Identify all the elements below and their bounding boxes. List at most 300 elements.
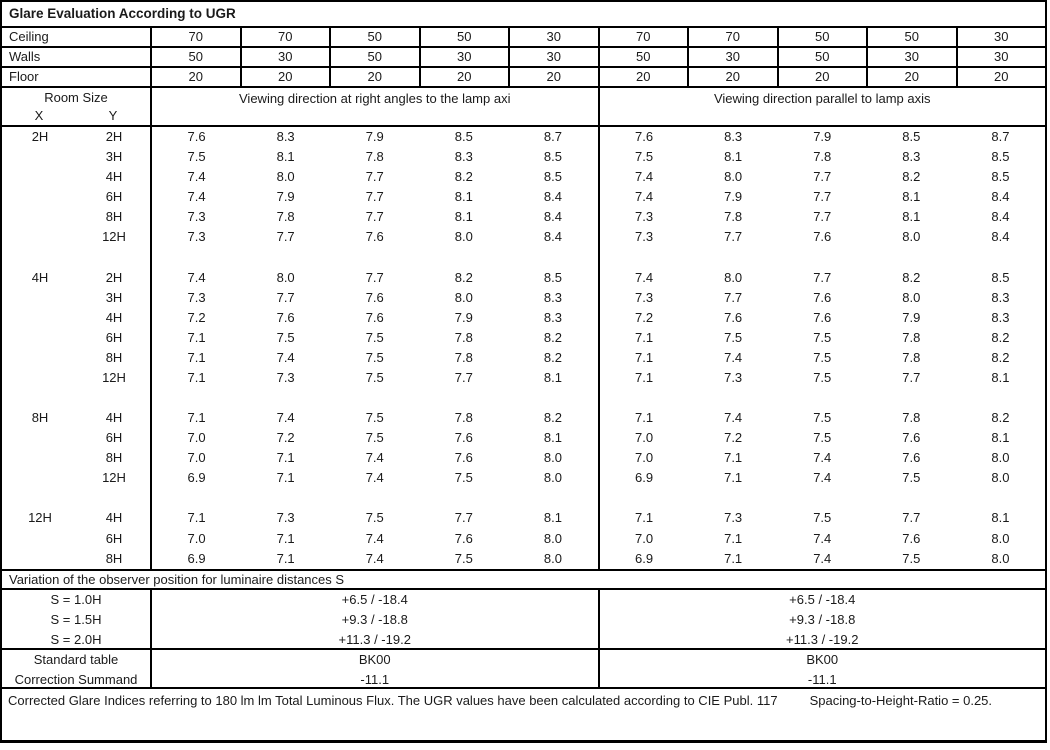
ugr-value: 7.5 (365, 510, 384, 526)
ugr-value (689, 388, 778, 408)
spacing-ratio-text: Spacing-to-Height-Ratio = 0.25. (809, 693, 993, 708)
surface-value: 50 (331, 48, 421, 66)
ugr-value: 7.5 (813, 430, 832, 446)
ugr-value: 7.1 (635, 349, 654, 365)
ugr-value: 7.3 (724, 510, 743, 526)
ugr-value: 8.2 (902, 169, 921, 185)
correction-summand-label: Correction Summand (14, 671, 138, 687)
ugr-value: 7.6 (365, 309, 384, 325)
room-size-y: 12H (78, 468, 152, 488)
ugr-values-left (152, 308, 600, 328)
x-label: X (34, 108, 44, 123)
ugr-row (2, 508, 1045, 528)
ugr-value: 7.4 (813, 530, 832, 546)
ugr-values-right (600, 227, 1046, 247)
room-size-y: 8H (78, 207, 152, 227)
ugr-value: 7.1 (724, 470, 743, 486)
ugr-value: 7.4 (813, 470, 832, 486)
ugr-values-right (600, 127, 1046, 147)
ugr-value: 7.1 (187, 369, 206, 385)
surface-value: 30 (994, 49, 1009, 64)
ugr-value: 7.4 (187, 169, 206, 185)
surface-value: 20 (600, 68, 690, 86)
ugr-value: 6.9 (187, 550, 206, 566)
ugr-value: 7.1 (187, 349, 206, 365)
ugr-value: 6.9 (635, 550, 654, 566)
ugr-value (778, 388, 867, 408)
room-size-x (2, 488, 78, 508)
ugr-values-left (152, 147, 600, 167)
ugr-value: 7.2 (276, 430, 295, 446)
surface-values (152, 48, 1045, 66)
ugr-values-left (152, 348, 600, 368)
room-size-y: 6H (78, 428, 152, 448)
ugr-value: 7.4 (724, 349, 743, 365)
ugr-value: 7.5 (902, 470, 921, 486)
ugr-value: 7.7 (724, 229, 743, 245)
ugr-value: 8.3 (276, 129, 295, 144)
room-size-y: 8H (78, 549, 152, 569)
ugr-value: 7.7 (813, 169, 832, 185)
xy-labels (2, 107, 150, 125)
room-size-y: 3H (78, 288, 152, 308)
room-size-y: 4H (78, 508, 152, 528)
ugr-value (689, 488, 778, 508)
ugr-value: 7.5 (365, 369, 384, 385)
ugr-value (241, 247, 330, 267)
ugr-value: 7.8 (724, 209, 743, 225)
ugr-values-right (600, 147, 1046, 167)
ugr-value: 7.9 (365, 129, 384, 144)
room-size-x (2, 167, 78, 187)
ugr-value (330, 388, 419, 408)
ugr-row (2, 127, 1045, 147)
ugr-value: 8.0 (991, 530, 1010, 546)
ugr-value: 7.9 (902, 309, 921, 325)
ugr-value: 7.6 (187, 129, 206, 144)
ugr-value: 8.4 (543, 189, 562, 205)
ugr-value: 7.5 (187, 149, 206, 165)
s-value: +9.3 / -18.8 (341, 612, 408, 627)
ugr-values-left (152, 247, 600, 267)
ugr-values-right (600, 348, 1046, 368)
ugr-value: 7.2 (187, 309, 206, 325)
ugr-value (508, 488, 597, 508)
ugr-value: 8.0 (454, 229, 473, 245)
room-size-x: 8H (31, 410, 49, 426)
ugr-value: 7.5 (813, 410, 832, 426)
ugr-value: 7.1 (635, 510, 654, 526)
surface-value: 20 (331, 68, 421, 86)
ugr-value: 7.6 (902, 530, 921, 546)
ugr-values-left (152, 408, 600, 428)
ugr-value: 8.2 (543, 349, 562, 365)
room-size-x: 4H (31, 269, 49, 285)
ugr-value (241, 388, 330, 408)
ugr-values-left (152, 388, 600, 408)
ugr-row (2, 227, 1045, 247)
ugr-values-left (152, 448, 600, 468)
surface-label: Ceiling (2, 28, 152, 46)
ugr-value: 8.3 (991, 309, 1010, 325)
ugr-values-right (600, 549, 1046, 569)
standard-table-value: BK00 (806, 652, 839, 667)
variation-title: Variation of the observer position for luminaire distances S (2, 571, 1045, 590)
standard-table-value: BK00 (358, 652, 391, 667)
ugr-value: 7.0 (635, 430, 654, 446)
ugr-value: 8.4 (991, 189, 1010, 205)
ugr-value: 7.1 (187, 410, 206, 426)
standard-table-label: Standard table (33, 652, 119, 667)
s-values-left (152, 590, 600, 648)
surface-value: 30 (868, 48, 958, 66)
room-size-y: 2H (78, 268, 152, 288)
ugr-values-left (152, 167, 600, 187)
ugr-value: 7.6 (635, 129, 654, 144)
ugr-value: 8.0 (902, 229, 921, 245)
room-size-x (2, 328, 78, 348)
ugr-value (600, 488, 689, 508)
ugr-value: 7.6 (813, 309, 832, 325)
ugr-values-right (600, 167, 1046, 187)
ugr-value: 8.3 (454, 149, 473, 165)
room-size-label: Room Size (44, 90, 108, 105)
ugr-value: 7.5 (635, 149, 654, 165)
surface-value: 30 (689, 48, 779, 66)
ugr-value: 7.4 (635, 169, 654, 185)
ugr-value: 7.1 (276, 550, 295, 566)
surface-value: 30 (242, 48, 332, 66)
ugr-row (2, 488, 1045, 508)
room-size-x (2, 187, 78, 207)
room-size-y (78, 488, 152, 508)
ugr-value: 7.1 (724, 530, 743, 546)
ugr-row (2, 348, 1045, 368)
ugr-value (956, 488, 1045, 508)
ugr-value: 7.5 (365, 349, 384, 365)
room-size-x (2, 468, 78, 488)
ugr-row (2, 308, 1045, 328)
ugr-values-left (152, 468, 600, 488)
ugr-value: 8.0 (276, 269, 295, 285)
room-size-x (2, 549, 78, 569)
ugr-value: 7.8 (902, 349, 921, 365)
ugr-value: 7.4 (276, 410, 295, 426)
ugr-value: 8.5 (543, 149, 562, 165)
ugr-value: 7.2 (635, 309, 654, 325)
ugr-row (2, 428, 1045, 448)
ugr-value: 7.3 (635, 229, 654, 245)
ugr-value: 7.7 (276, 289, 295, 305)
ugr-value (778, 488, 867, 508)
ugr-value: 7.4 (365, 450, 384, 466)
ugr-value: 8.0 (991, 450, 1010, 466)
ugr-value: 8.0 (902, 289, 921, 305)
ugr-value: 7.5 (454, 550, 473, 566)
ugr-values-left (152, 529, 600, 549)
room-size-x (2, 529, 78, 549)
room-size-y: 2H (78, 127, 152, 147)
ugr-value: 8.2 (454, 269, 473, 285)
ugr-row (2, 268, 1045, 288)
ugr-value: 7.7 (813, 189, 832, 205)
ugr-values-right (600, 328, 1046, 348)
ugr-value: 7.3 (187, 209, 206, 225)
footer-text: Corrected Glare Indices referring to 180 lm lm Total Luminous Flux. The UGR values have been calculated according to CIE Publ. 117 (8, 693, 778, 708)
room-size-x: 2H (31, 129, 49, 144)
ugr-value: 7.8 (813, 149, 832, 165)
room-size-x (2, 448, 78, 468)
ugr-value (956, 247, 1045, 267)
ugr-value: 7.6 (365, 289, 384, 305)
ugr-value (152, 488, 241, 508)
ugr-value: 7.9 (276, 189, 295, 205)
ugr-value: 7.8 (365, 149, 384, 165)
surface-value: 30 (421, 48, 511, 66)
room-size-x (2, 147, 78, 167)
ugr-values-right (600, 508, 1046, 528)
ugr-value: 8.7 (991, 129, 1010, 144)
ugr-value: 8.4 (543, 229, 562, 245)
ugr-value (867, 388, 956, 408)
room-size-y: 12H (78, 227, 152, 247)
ugr-value: 7.7 (813, 209, 832, 225)
page-title: Glare Evaluation According to UGR (2, 2, 1045, 28)
ugr-values-left (152, 368, 600, 388)
ugr-value (330, 488, 419, 508)
ugr-value: 7.6 (454, 530, 473, 546)
surface-value: 50 (600, 48, 690, 66)
room-size-y: 3H (78, 147, 152, 167)
ugr-value (419, 488, 508, 508)
ugr-value: 7.7 (813, 269, 832, 285)
ugr-value: 8.4 (543, 209, 562, 225)
ugr-value (419, 388, 508, 408)
ugr-value: 7.5 (813, 329, 832, 345)
ugr-value: 7.5 (365, 410, 384, 426)
ugr-row (2, 549, 1045, 569)
ugr-value: 7.8 (454, 410, 473, 426)
ugr-value: 7.5 (813, 510, 832, 526)
ugr-value: 8.1 (543, 430, 562, 446)
ugr-values-right (600, 448, 1046, 468)
surface-label: Floor (2, 68, 152, 86)
ugr-value: 8.1 (902, 189, 921, 205)
ugr-value: 8.2 (991, 329, 1010, 345)
ugr-value: 8.5 (991, 269, 1010, 285)
surface-value: 20 (689, 68, 779, 86)
room-size-x (2, 247, 78, 267)
ugr-value: 7.9 (454, 309, 473, 325)
ugr-values-right (600, 247, 1046, 267)
surface-values (152, 28, 1045, 46)
ugr-values-right (600, 268, 1046, 288)
ugr-value: 7.7 (902, 510, 921, 526)
ugr-value: 8.2 (543, 329, 562, 345)
ugr-value: 7.1 (635, 410, 654, 426)
ugr-values-right (600, 368, 1046, 388)
ugr-values-right (600, 288, 1046, 308)
ugr-value: 8.4 (991, 229, 1010, 245)
ugr-value: 7.3 (635, 209, 654, 225)
ugr-value: 7.1 (187, 329, 206, 345)
room-size-x (2, 227, 78, 247)
surface-value: 20 (994, 69, 1009, 84)
room-size-y: 6H (78, 187, 152, 207)
ugr-value: 7.7 (276, 229, 295, 245)
ugr-value: 8.5 (543, 169, 562, 185)
s-value: +9.3 / -18.8 (789, 612, 856, 627)
room-size-y: 4H (78, 308, 152, 328)
ugr-value: 7.0 (187, 530, 206, 546)
ugr-row (2, 529, 1045, 549)
standard-table-box (2, 650, 1045, 689)
room-size-y: 4H (78, 408, 152, 428)
ugr-value (330, 247, 419, 267)
ugr-value: 7.6 (276, 309, 295, 325)
ugr-values-left (152, 187, 600, 207)
ugr-values-left (152, 508, 600, 528)
footer-note (2, 689, 1045, 740)
surface-value: 70 (152, 28, 242, 46)
ugr-value (508, 388, 597, 408)
ugr-value: 7.9 (813, 129, 832, 144)
ugr-value: 7.6 (902, 450, 921, 466)
surface-value: 20 (868, 68, 958, 86)
ugr-values-right (600, 488, 1046, 508)
ugr-value: 8.4 (991, 209, 1010, 225)
ugr-value: 8.1 (902, 209, 921, 225)
ugr-value: 7.4 (635, 269, 654, 285)
ugr-value: 7.7 (365, 209, 384, 225)
ugr-value: 7.5 (365, 430, 384, 446)
ugr-row (2, 167, 1045, 187)
ugr-values-left (152, 127, 600, 147)
ugr-value: 8.3 (543, 309, 562, 325)
ugr-value: 7.6 (365, 229, 384, 245)
ugr-value: 7.7 (365, 169, 384, 185)
room-size-y: 6H (78, 328, 152, 348)
ugr-value: 7.1 (724, 450, 743, 466)
ugr-value: 7.7 (902, 369, 921, 385)
ugr-row (2, 288, 1045, 308)
surface-value: 70 (689, 28, 779, 46)
ugr-value: 6.9 (187, 470, 206, 486)
ugr-value: 7.4 (813, 450, 832, 466)
room-size-x (2, 368, 78, 388)
ugr-value: 7.4 (724, 410, 743, 426)
room-size-x: 12H (28, 510, 52, 526)
surface-row-ceiling (2, 28, 1045, 48)
surface-value: 70 (242, 28, 332, 46)
ugr-value: 7.6 (813, 229, 832, 245)
ugr-values-right (600, 207, 1046, 227)
surface-value: 20 (510, 68, 600, 86)
ugr-value: 8.0 (543, 470, 562, 486)
surface-value: 50 (421, 28, 511, 46)
ugr-value: 7.0 (187, 430, 206, 446)
ugr-value: 8.5 (991, 149, 1010, 165)
ugr-value: 7.4 (365, 530, 384, 546)
ugr-values-left (152, 268, 600, 288)
ugr-value: 7.0 (187, 450, 206, 466)
room-size-x (2, 428, 78, 448)
ugr-value (600, 388, 689, 408)
s-values-right (600, 590, 1046, 648)
ugr-value: 7.5 (454, 470, 473, 486)
ugr-values-left (152, 488, 600, 508)
ugr-row (2, 147, 1045, 167)
ugr-row (2, 448, 1045, 468)
surface-value: 20 (152, 68, 242, 86)
ugr-values-left (152, 227, 600, 247)
ugr-value: 8.5 (902, 129, 921, 144)
ugr-values-right (600, 468, 1046, 488)
viewing-direction-right-header: Viewing direction parallel to lamp axis (713, 91, 931, 106)
s-label: S = 2.0H (50, 632, 102, 647)
ugr-value: 7.7 (454, 369, 473, 385)
ugr-value (152, 247, 241, 267)
ugr-value: 7.4 (187, 269, 206, 285)
ugr-value: 7.8 (902, 410, 921, 426)
room-size-x (2, 388, 78, 408)
ugr-value: 8.0 (991, 550, 1010, 566)
surface-value: 30 (994, 29, 1009, 44)
surface-value: 50 (868, 28, 958, 46)
ugr-value: 8.5 (543, 269, 562, 285)
ugr-value: 8.3 (543, 289, 562, 305)
ugr-value: 8.3 (991, 289, 1010, 305)
ugr-value: 8.1 (454, 189, 473, 205)
ugr-row (2, 368, 1045, 388)
surface-value: 20 (421, 68, 511, 86)
ugr-value: 7.0 (635, 530, 654, 546)
ugr-value (600, 247, 689, 267)
ugr-value: 8.2 (902, 269, 921, 285)
ugr-value: 7.3 (635, 289, 654, 305)
ugr-value: 7.4 (276, 349, 295, 365)
ugr-values-right (600, 187, 1046, 207)
room-size-y: 6H (78, 529, 152, 549)
ugr-value: 7.5 (365, 329, 384, 345)
ugr-row (2, 388, 1045, 408)
ugr-value: 8.0 (543, 450, 562, 466)
room-size-header (2, 88, 152, 125)
ugr-value: 7.4 (187, 189, 206, 205)
surface-value: 50 (779, 48, 869, 66)
ugr-value: 7.3 (187, 229, 206, 245)
s-label: S = 1.0H (50, 592, 102, 607)
ugr-values-right (600, 408, 1046, 428)
room-size-y: 8H (78, 448, 152, 468)
correction-summand-value: -11.1 (360, 671, 390, 687)
summary-labels (2, 650, 152, 687)
ugr-value: 7.1 (276, 530, 295, 546)
ugr-value: 7.6 (902, 430, 921, 446)
ugr-value: 7.5 (902, 550, 921, 566)
ugr-value: 7.7 (365, 269, 384, 285)
surface-value: 20 (242, 68, 332, 86)
ugr-value: 8.0 (724, 169, 743, 185)
ugr-value: 8.0 (276, 169, 295, 185)
s-distance-labels (2, 590, 152, 648)
ugr-value (419, 247, 508, 267)
ugr-value: 7.0 (635, 450, 654, 466)
ugr-value: 7.6 (724, 309, 743, 325)
observer-variation-box (2, 590, 1045, 650)
ugr-value: 7.5 (813, 369, 832, 385)
summary-values-right (600, 650, 1046, 687)
